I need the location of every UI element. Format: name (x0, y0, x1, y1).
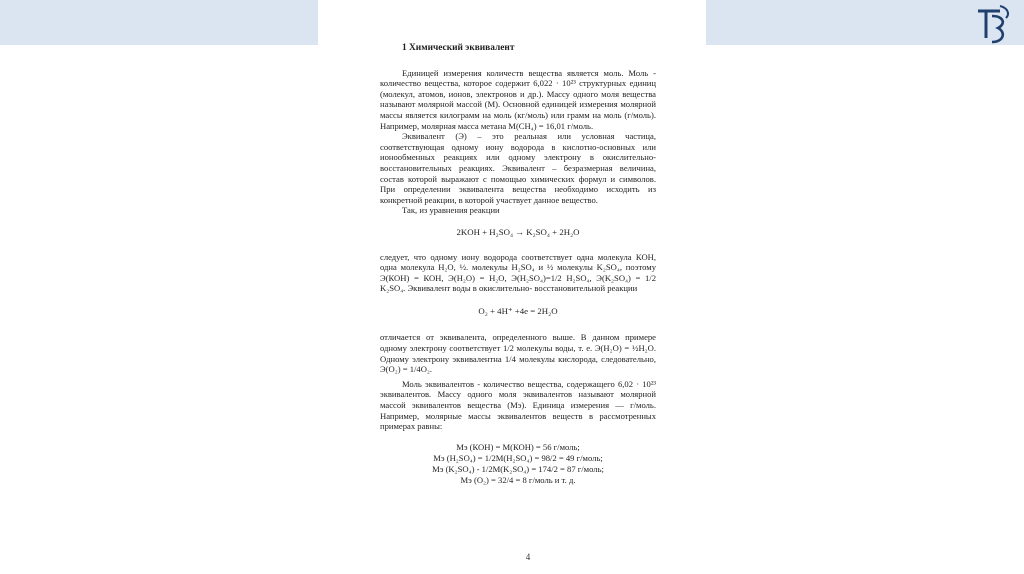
formula-line: Мэ (О₂) = 32/4 = 8 г/моль и т. д. (460, 475, 576, 486)
section-title: 1 Химический эквивалент (402, 43, 515, 53)
page-number: 4 (525, 552, 531, 562)
equation-oxygen: O₂ + 4H⁺ +4e = 2H₂O (478, 305, 558, 316)
paragraph-mole: Единицей измерения количеств вещества является моль. Моль - количество вещества, которое содержит 6,022 · 10²³ структурных единиц (молекул, атомов, ионов, электронов и др.). Массу одного моля вещества называют молярной массой (М). Основной единицей измерения молярной массы является килограмм на моль (кг/моль) или грамм на моль (г/моль). Например, молярная масса метана М(СН₄) = 16,01 г/моль. (380, 67, 656, 131)
document-content (380, 43, 656, 487)
paragraph-example-intro: Так, из уравнения реакции (402, 205, 500, 216)
formula-line: Мэ (H₂SO₄) = 1/2М(H₂SO₄) = 98/2 = 49 г/моль; (433, 453, 603, 464)
paragraph-mole-equivalents: Моль эквивалентов - количество вещества, содержащего 6,02 · 10²³ эквивалентов. Массу одного моля эквивалентов называют молярной массой эквивалентов вещества (Мэ). Единица измерения — г/моль. Например, молярные массы эквивалентов веществ в рассмотренных примерах равны: (380, 378, 656, 432)
paragraph-equivalent: Эквивалент (Э) – это реальная или условная частица, соответствующая одному иону водорода в кислотно-основных или ионообменных реакциях или одному электрону в окислительно-восстановительных реакциях. Эквивалент – безразмерная величина, состав которой выражают с помощью химических формул и символов. При определении эквивалента вещества необходимо исходить из конкретной реакции, в которой участвует данное вещество. (380, 131, 656, 205)
formula-list (380, 442, 656, 487)
equation-koh: 2KOH + H₂SO₄ → K₂SO₄ + 2H₂O (456, 226, 580, 237)
paragraph-equivalent-examples: следует, что одному иону водорода соответствует одна молекула КОН, одна молекула Н₂О, ½. молекулы H₂SO₄ и ½ молекулы K₂SO₄, поэтому Э(КОН) = КОН, Э(Н₂О) = Н₂О, Э(H₂SO₄)=1/2 H₂SO₄, Э(K₂SO₄) = 1/2 K₂SO₄. Эквивалент воды в окислительно- восстановительной реакции (380, 251, 656, 294)
formula-line: Мэ (K₂SO₄) - 1/2М(K₂SO₄) = 174/2 = 87 г/моль; (432, 464, 604, 475)
formula-line: Мэ (КОН) = М(КОН) = 56 г/моль; (456, 441, 580, 452)
tt-monogram-icon (970, 2, 1014, 46)
header-band-left (0, 0, 318, 45)
paragraph-redox-equivalent: отличается от эквивалента, определенного выше. В данном примере одному электрону соответствует 1/2 молекулы воды, т. е. Э(Н₂О) = ½Н₂О. Одному электрону эквивалентна 1/4 молекулы кислорода, следовательно, Э(О₂) = 1/4О₂. (380, 332, 656, 375)
